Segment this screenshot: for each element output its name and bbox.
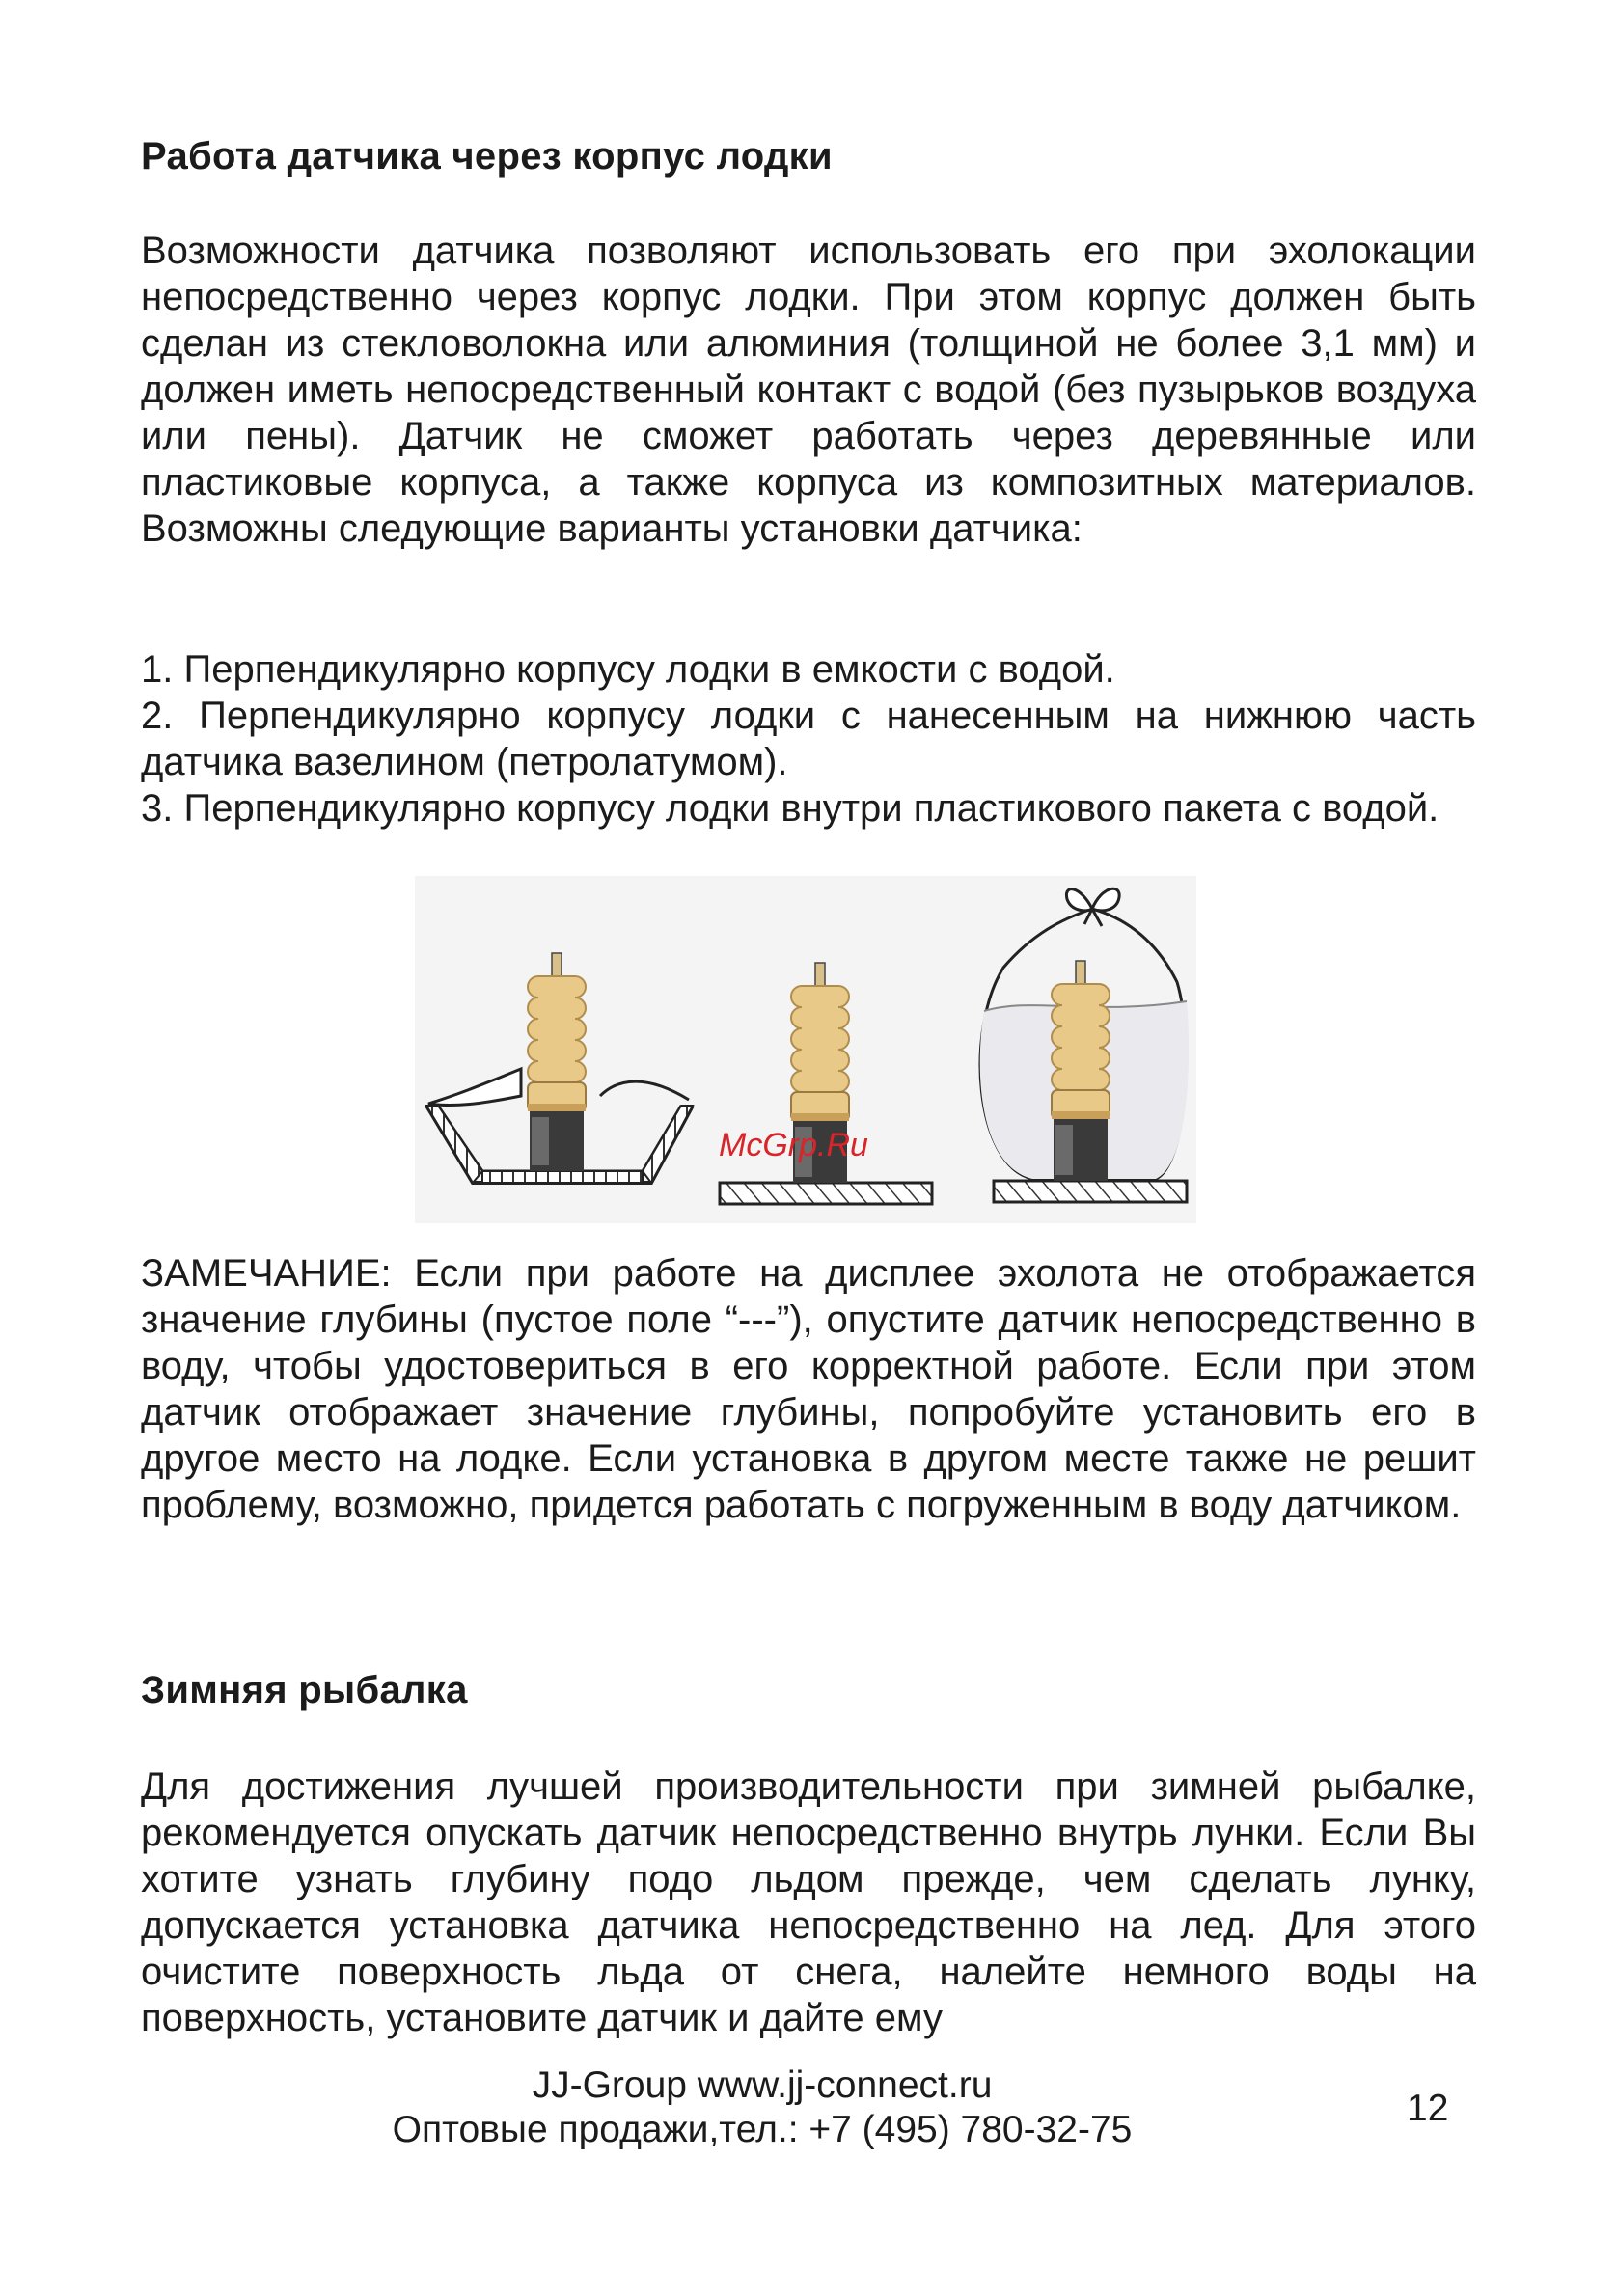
sensor-3: [1052, 961, 1110, 1181]
install-options-list: [141, 646, 1476, 832]
section-title-hull-operation: Работа датчика через корпус лодки: [141, 135, 833, 178]
page-number: 12: [1407, 2088, 1449, 2129]
install-option-2: 2. Перпендикулярно корпусу лодки с нанесенным на нижнюю часть датчика вазелином (петролатумом).: [141, 695, 1476, 783]
footer-website: JJ-Group www.jj-connect.ru: [532, 2064, 993, 2106]
watermark-text: McGrp.Ru: [719, 1127, 868, 1163]
paragraph-winter-fishing: Для достижения лучшей производительности при зимней рыбалке, рекомендуется опускать датчик непосредственно внутрь лунки. Если Вы хотите узнать глубину подо льдом прежде, чем сделать лунку, допускается установка датчика непосредственно на лед. Для этого очистите поверхность льда от снега, налейте немного воды на поверхность, установите датчик и дайте ему: [141, 1765, 1476, 2039]
paragraph-hull-operation: Возможности датчика позволяют использовать его при эхолокации непосредственно через корпус лодки. При этом корпус должен быть сделан из стекловолокна или алюминия (толщиной не более 3,1 мм) и должен иметь непосредственный контакт с водой (без пузырьков воздуха или пены). Датчик не сможет работать через деревянные или пластиковые корпуса, а также корпуса из композитных материалов. Возможны следующие варианты установки датчика:: [141, 230, 1476, 550]
sensor-installation-illustration: [415, 876, 1196, 1223]
install-option-3: 3. Перпендикулярно корпусу лодки внутри пластикового пакета с водой.: [141, 787, 1439, 830]
section-title-winter-fishing: Зимняя рыбалка: [141, 1669, 468, 1711]
note-paragraph: ЗАМЕЧАНИЕ: Если при работе на дисплее эхолота не отображается значение глубины (пустое поле “---”), опустите датчик непосредственно в воду, чтобы удостовериться в его корректной работе. Если при этом датчик отображает значение глубины, попробуйте установить его в другое место на лодке. Если установка в другом месте также не решит проблему, возможно, придется работать с погруженным в воду датчиком.: [141, 1252, 1476, 1526]
footer-phone: Оптовые продажи,тел.: +7 (495) 780-32-75: [392, 2109, 1133, 2150]
sensor-1: [528, 953, 586, 1171]
install-option-1: 1. Перпендикулярно корпусу лодки в емкости с водой.: [141, 648, 1115, 691]
